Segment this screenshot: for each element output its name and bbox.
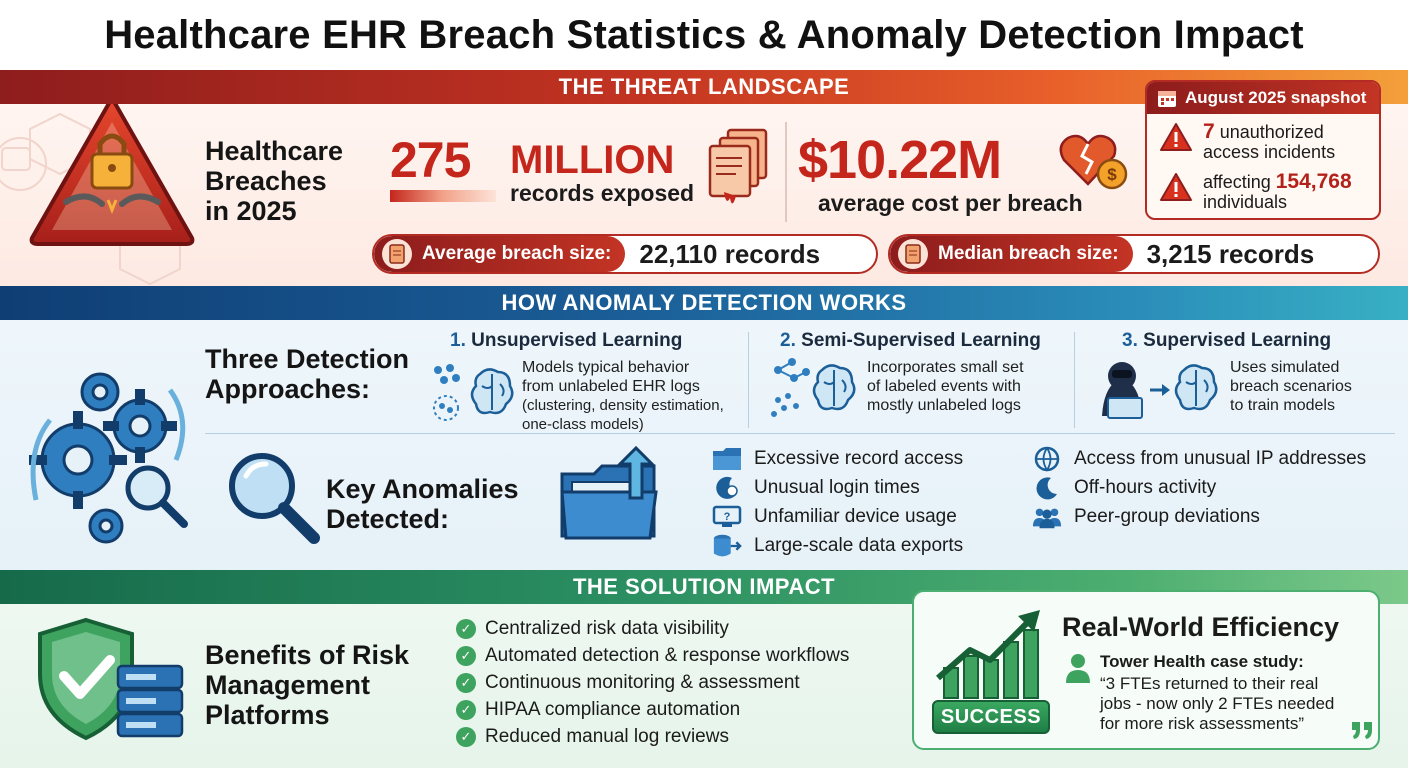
anomaly-excessive-access: [712, 446, 963, 472]
incident-count: 7: [1203, 120, 1215, 143]
approach-3-desc: [1230, 358, 1352, 415]
folder-upload-icon: [558, 444, 660, 544]
anomaly-unusual-login: [712, 475, 920, 501]
how-band: HOW ANOMALY DETECTION WORKS: [0, 286, 1408, 320]
case-study-title: Tower Health case study:: [1100, 652, 1304, 671]
cost-sub: average cost per breach: [818, 190, 1083, 216]
approach-divider: [748, 332, 749, 428]
benefits-heading: [205, 640, 409, 730]
approach-number: 1.: [450, 330, 466, 351]
anomaly-unfamiliar-device: [712, 504, 957, 530]
calendar-icon: [1157, 88, 1177, 108]
incident-text: unauthorized: [1219, 122, 1324, 142]
anomaly-text: Access from unusual IP addresses: [1074, 448, 1367, 469]
cost-value: $10.22M: [798, 130, 1002, 190]
check-icon: ✓: [456, 727, 476, 747]
anomaly-unusual-ip: [1032, 446, 1366, 472]
snapshot-title: August 2025 snapshot: [1185, 88, 1367, 107]
brain-icon: [768, 356, 860, 422]
approach-desc-line: one-class models): [522, 416, 644, 433]
how-divider: [205, 433, 1395, 434]
warning-icon: [1159, 172, 1193, 202]
broken-heart-dollar-icon: [1058, 128, 1128, 192]
average-breach-value: 22,110 records: [639, 238, 821, 269]
quote-line: “3 FTEs returned to their real: [1100, 674, 1319, 693]
magnifier-icon: [222, 446, 322, 546]
success-badge: SUCCESS: [932, 700, 1050, 734]
threat-band: THE THREAT LANDSCAPE: [0, 70, 1408, 104]
shield-check-icon: [32, 616, 188, 744]
benefit-item: [456, 672, 800, 694]
svg-text:$: $: [1107, 165, 1117, 184]
check-icon: ✓: [456, 646, 476, 666]
check-icon: ✓: [456, 673, 476, 693]
users-icon: [1032, 504, 1062, 530]
incident-text: access incidents: [1203, 142, 1336, 162]
individuals-text: affecting: [1203, 172, 1271, 192]
benefit-text: Automated detection & response workflows: [485, 645, 850, 666]
how-section: [0, 320, 1408, 570]
benefit-text: Continuous monitoring & assessment: [485, 672, 800, 693]
anomaly-text: Unfamiliar device usage: [754, 506, 957, 527]
document-stack-icon: [706, 126, 770, 212]
anomaly-large-exports: [712, 533, 963, 559]
moon-clock-icon: [712, 475, 742, 501]
benefit-item: [456, 618, 729, 640]
globe-icon: [1032, 446, 1062, 472]
approach-2-title: [780, 330, 1041, 352]
benefit-item: [456, 699, 740, 721]
approach-desc-line: Uses simulated: [1230, 359, 1340, 376]
anomalies-heading: [326, 474, 519, 534]
records-sub: records exposed: [510, 180, 695, 206]
efficiency-title: Real-World Efficiency: [1062, 612, 1340, 642]
approach-2-desc: [867, 358, 1024, 415]
median-breach-label: Median breach size:: [938, 243, 1119, 264]
approach-number: 3.: [1122, 330, 1138, 351]
quote-line: jobs - now only 2 FTEs needed: [1100, 694, 1335, 713]
document-icon: [898, 239, 928, 269]
benefit-text: Reduced manual log reviews: [485, 726, 729, 747]
average-breach-pill: [372, 234, 878, 274]
hacker-icon: [1092, 356, 1224, 422]
quote-icon: [1350, 720, 1374, 740]
records-bar: [390, 190, 496, 202]
snapshot-row-incidents: [1159, 122, 1335, 162]
heading-line: Breaches: [205, 166, 327, 196]
approach-divider: [1074, 332, 1075, 428]
stat-divider: [785, 122, 787, 222]
growth-chart-icon: [934, 608, 1050, 700]
approach-desc-line: Models typical behavior: [522, 359, 690, 376]
approach-desc-line: to train models: [1230, 397, 1335, 414]
case-study-quote: [1100, 674, 1370, 734]
approach-desc-line: Incorporates small set: [867, 359, 1024, 376]
heading-line: Approaches:: [205, 374, 371, 404]
approach-number: 2.: [780, 330, 796, 351]
approach-title-text: Unsupervised Learning: [471, 330, 683, 351]
anomaly-text: Peer-group deviations: [1074, 506, 1260, 527]
heading-line: Healthcare: [205, 136, 344, 166]
median-breach-label-wrap: [890, 236, 1133, 272]
benefit-text: Centralized risk data visibility: [485, 618, 729, 639]
approach-desc-line: of labeled events with: [867, 378, 1021, 395]
heading-line: Benefits of Risk: [205, 640, 410, 670]
quote-line: for more risk assessments”: [1100, 714, 1305, 733]
approach-title-text: Semi-Supervised Learning: [801, 330, 1041, 351]
warning-icon: [1159, 122, 1193, 152]
median-breach-value: 3,215 records: [1146, 238, 1315, 269]
snapshot-header: [1147, 82, 1379, 114]
snapshot-card: [1145, 80, 1381, 220]
threat-heading: [205, 136, 343, 226]
heading-line: Detected:: [326, 504, 450, 534]
magnifier-icon: [120, 460, 192, 532]
records-unit: MILLION: [510, 138, 675, 182]
brain-icon: [428, 360, 518, 426]
heading-line: Management: [205, 670, 371, 700]
anomaly-off-hours: [1032, 475, 1216, 501]
approaches-heading: [205, 344, 409, 404]
individuals-text: individuals: [1203, 192, 1288, 212]
benefit-text: HIPAA compliance automation: [485, 699, 741, 720]
approach-desc-line: (clustering, density estimation,: [522, 397, 724, 414]
page-title: Healthcare EHR Breach Statistics & Anomaly Detection Impact: [104, 12, 1304, 57]
moon-icon: [1032, 475, 1062, 501]
check-icon: ✓: [456, 700, 476, 720]
approach-desc-line: mostly unlabeled logs: [867, 397, 1021, 414]
snapshot-row-individuals: [1159, 172, 1352, 212]
heading-line: in 2025: [205, 196, 297, 226]
average-breach-label-wrap: [374, 236, 625, 272]
benefit-item: [456, 645, 849, 667]
heading-line: Platforms: [205, 700, 330, 730]
approach-1-desc: [522, 358, 724, 434]
efficiency-card: [912, 590, 1380, 750]
benefit-item: [456, 726, 729, 748]
check-icon: ✓: [456, 619, 476, 639]
median-breach-pill: [888, 234, 1380, 274]
database-icon: [712, 533, 742, 559]
anomaly-peer-group: [1032, 504, 1260, 530]
folder-icon: [712, 446, 742, 472]
svg-text:?: ?: [723, 511, 731, 523]
approach-desc-line: breach scenarios: [1230, 378, 1352, 395]
anomaly-text: Unusual login times: [754, 477, 920, 498]
average-breach-label: Average breach size:: [422, 243, 612, 264]
document-icon: [382, 239, 412, 269]
approach-title-text: Supervised Learning: [1143, 330, 1332, 351]
approach-3-title: [1122, 330, 1331, 352]
approach-1-title: [450, 330, 682, 352]
anomaly-text: Off-hours activity: [1074, 477, 1217, 498]
approach-desc-line: from unlabeled EHR logs: [522, 378, 700, 395]
monitor-icon: [712, 504, 742, 530]
heading-line: Key Anomalies: [326, 474, 519, 504]
server-icon: [118, 666, 182, 736]
person-icon: [1064, 652, 1092, 684]
records-number: 275: [390, 132, 471, 188]
lock-warning-icon: [26, 104, 198, 248]
individuals-count: 154,768: [1275, 170, 1352, 193]
solution-band: THE SOLUTION IMPACT: [0, 570, 1408, 604]
anomaly-text: Excessive record access: [754, 448, 964, 469]
heading-line: Three Detection: [205, 344, 410, 374]
anomaly-text: Large-scale data exports: [754, 535, 964, 556]
